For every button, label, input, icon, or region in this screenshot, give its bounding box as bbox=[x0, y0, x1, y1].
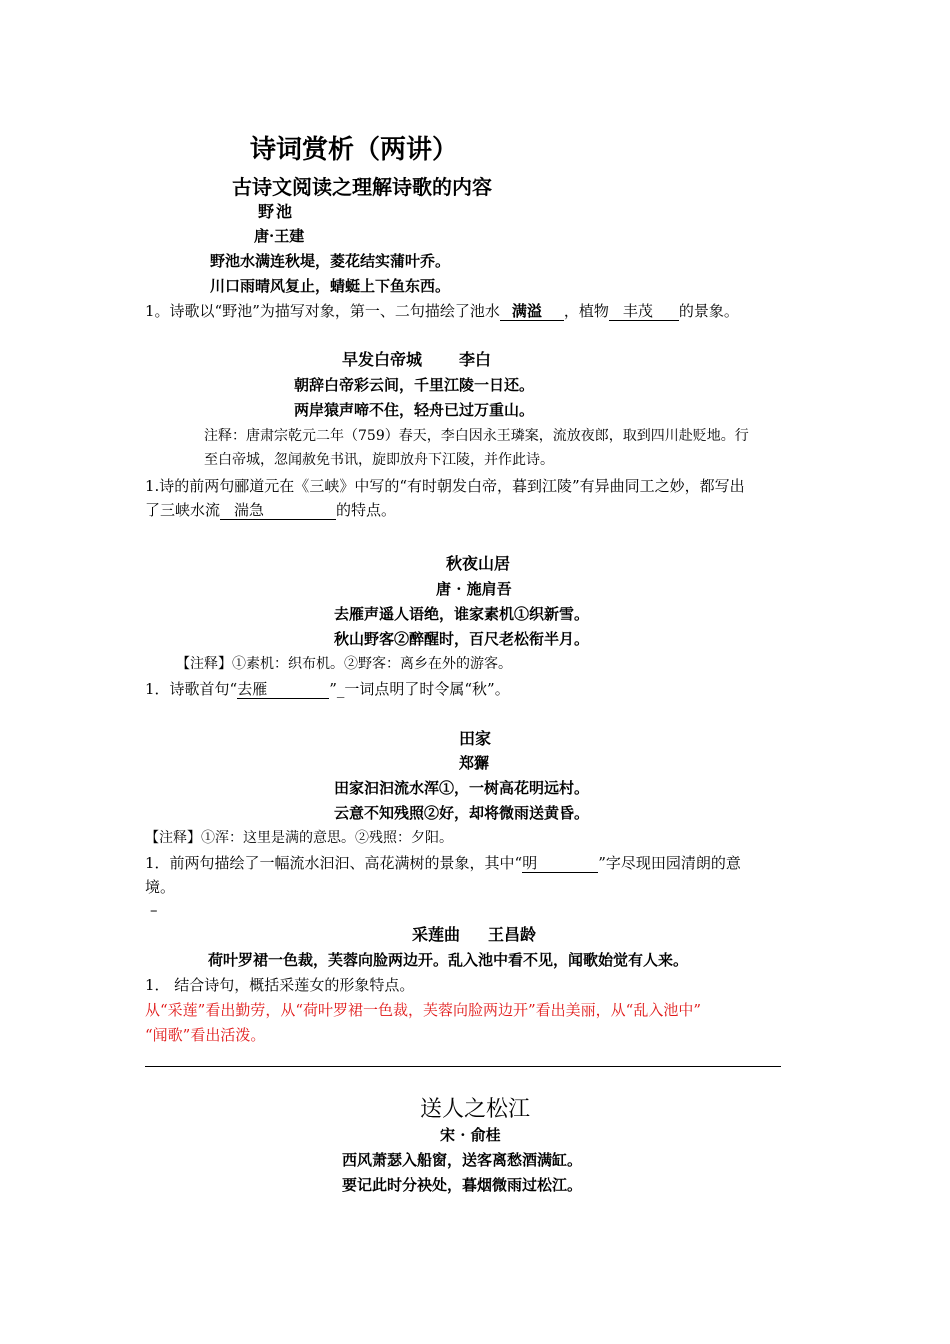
poem2-question-1: 1.诗的前两句郦道元在《三峡》中写的“有时朝发白帝，暮到江陵”有异曲同工之妙，都写出 bbox=[145, 477, 745, 495]
poem4-note: 【注释】①浑：这里是满的意思。②残照：夕阳。 bbox=[145, 830, 453, 846]
poem2-note-2: 至白帝城，忽闻赦免书讯，旋即放舟下江陵，并作此诗。 bbox=[204, 452, 554, 468]
poem6-line-2: 要记此时分袂处，暮烟微雨过松江。 bbox=[342, 1176, 583, 1194]
stray-dash: – bbox=[150, 901, 158, 919]
poem1-line-1: 野池水满连秋堤，菱花结实蒲叶乔。 bbox=[210, 252, 451, 270]
poem6-title: 送人之松江 bbox=[420, 1097, 531, 1122]
question-text: 了三峡水流 bbox=[145, 501, 221, 519]
poem1-question bbox=[145, 301, 739, 321]
poem2-line-2: 两岸猿声啼不住，轻舟已过万重山。 bbox=[294, 401, 535, 419]
poem4-title: 田家 bbox=[459, 729, 492, 748]
poem1-author: 唐·王建 bbox=[254, 227, 305, 245]
answer-blank: 去雁 bbox=[237, 680, 329, 699]
poem4-author: 郑獬 bbox=[459, 754, 490, 772]
poem4-line-2: 云意不知残照②好，却将微雨送黄昏。 bbox=[334, 804, 590, 822]
poem6-line-1: 西风萧瑟入船窗，送客离愁酒满缸。 bbox=[342, 1151, 583, 1169]
poem4-line-1: 田家汩汩流水浑①，一树高花明远村。 bbox=[334, 779, 590, 797]
answer-blank: 明 bbox=[522, 854, 598, 873]
poem4-question-2: 境。 bbox=[145, 878, 176, 896]
poem3-line-2: 秋山野客②醉醒时，百尺老松衔半月。 bbox=[334, 630, 590, 648]
poem2-author: 李白 bbox=[459, 350, 492, 369]
answer-blank: 满溢 bbox=[500, 302, 564, 321]
poem1-line-2: 川口雨晴风复止，蜻蜓上下鱼东西。 bbox=[210, 277, 451, 295]
question-text: ”_一词点明了时令属“秋”。 bbox=[329, 680, 510, 698]
poem4-question-1 bbox=[145, 853, 741, 873]
poem2-title: 早发白帝城 bbox=[342, 350, 423, 369]
question-text: 的景象。 bbox=[678, 302, 739, 320]
question-text: ”字尽现田园清朗的意 bbox=[598, 854, 741, 872]
poem2-question-2 bbox=[145, 500, 396, 520]
poem3-author: 唐 · 施肩吾 bbox=[436, 580, 512, 598]
question-text: ，植物 bbox=[563, 302, 609, 320]
poem2-line-1: 朝辞白帝彩云间，千里江陵一日还。 bbox=[294, 376, 535, 394]
question-text: 1。诗歌以“野池”为描写对象，第一、二句描绘了池水 bbox=[145, 302, 500, 320]
poem6-author: 宋 · 俞桂 bbox=[440, 1126, 501, 1144]
poem5-author: 王昌龄 bbox=[488, 925, 537, 944]
poem5-answer-1: 从“采莲”看出勤劳，从“荷叶罗裙一色裁，芙蓉向脸两边开”看出美丽，从“乱入池中” bbox=[145, 1001, 702, 1019]
poem5-answer-2: “闻歌”看出活泼。 bbox=[145, 1026, 266, 1044]
page-title: 诗词赏析（两讲） bbox=[250, 135, 459, 165]
divider bbox=[145, 1066, 781, 1067]
poem3-question bbox=[145, 679, 510, 699]
answer-blank: 丰茂 bbox=[609, 302, 679, 321]
question-text: 的特点。 bbox=[336, 501, 397, 519]
poem5-title: 采莲曲 bbox=[412, 925, 461, 944]
poem5-line: 荷叶罗裙一色裁，芙蓉向脸两边开。乱入池中看不见，闻歌始觉有人来。 bbox=[208, 951, 689, 969]
poem3-title: 秋夜山居 bbox=[446, 554, 511, 573]
poem5-question: 1． 结合诗句，概括采莲女的形象特点。 bbox=[145, 976, 415, 994]
question-text: 1．前两句描绘了一幅流水汩汩、高花满树的景象，其中“ bbox=[145, 854, 523, 872]
page-subtitle: 古诗文阅读之理解诗歌的内容 bbox=[232, 175, 492, 199]
poem2-note-1: 注释：唐肃宗乾元二年（759）春天，李白因永王璘案，流放夜郎，取到四川赴贬地。行 bbox=[204, 428, 749, 444]
question-text: 1．诗歌首句“ bbox=[145, 680, 238, 698]
poem3-line-1: 去雁声遥人语绝，谁家素机①织新雪。 bbox=[334, 605, 590, 623]
poem1-title: 野池 bbox=[258, 202, 295, 221]
poem3-note: 【注释】①素机：织布机。②野客：离乡在外的游客。 bbox=[176, 656, 512, 672]
answer-blank: 湍急 bbox=[220, 501, 336, 520]
